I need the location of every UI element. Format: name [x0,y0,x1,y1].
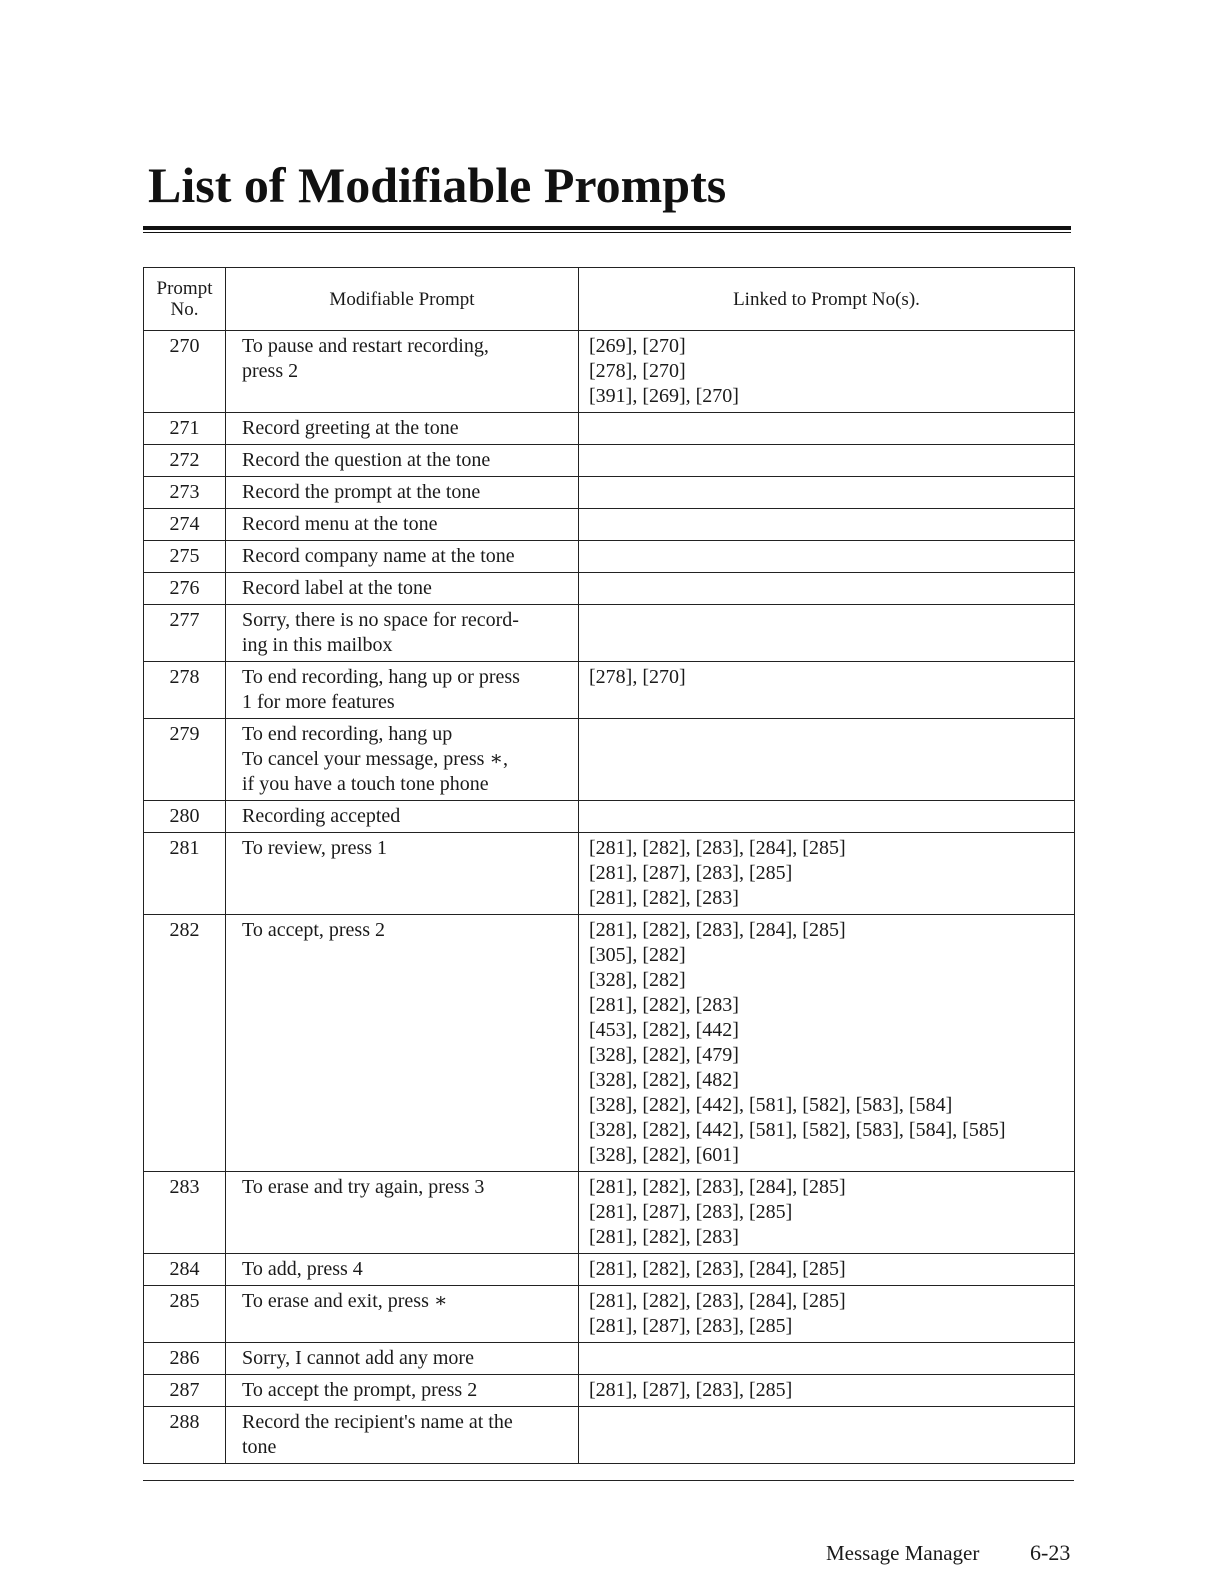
prompt-text-line: To pause and restart recording, [242,335,489,357]
prompt-number: 286 [144,1343,226,1375]
prompt-text-line: Sorry, there is no space for record- [242,609,519,631]
prompt-number: 280 [144,801,226,833]
prompt-text [226,801,579,833]
footer-label: Message Manager [826,1541,980,1565]
table-row [144,1407,1075,1464]
prompt-text [226,833,579,915]
prompt-text [226,445,579,477]
prompt-text [226,1254,579,1286]
prompt-text [226,719,579,801]
linked-prompts-line: [328], [282], [482] [589,1069,739,1091]
prompt-text [226,1343,579,1375]
prompt-text-line: To add, press 4 [242,1258,363,1280]
prompt-number: 275 [144,541,226,573]
prompt-text-line: Recording accepted [242,805,401,827]
header-linked-prompts: Linked to Prompt No(s). [579,268,1075,331]
linked-prompts-line: [281], [282], [283], [284], [285] [589,1290,846,1312]
prompt-text [226,1407,579,1464]
table-row [144,662,1075,719]
linked-prompts [579,719,1075,801]
table-row [144,541,1075,573]
table-row [144,1172,1075,1254]
table-row [144,445,1075,477]
prompt-number: 277 [144,605,226,662]
prompt-number: 278 [144,662,226,719]
prompt-text-line: Record menu at the tone [242,513,438,535]
header-prompt-no-line2: No. [170,299,199,320]
header-prompt-no [144,268,226,331]
prompt-text-line: To erase and exit, press ∗ [242,1290,448,1312]
prompt-text-line: tone [242,1436,277,1458]
linked-prompts-line: [328], [282], [442], [581], [582], [583], [584] [589,1094,953,1116]
linked-prompts-line: [391], [269], [270] [589,385,739,407]
linked-prompts-line: [281], [282], [283] [589,887,739,909]
table-row [144,719,1075,801]
title-rule [143,226,1071,233]
prompt-number: 283 [144,1172,226,1254]
linked-prompts-line: [281], [282], [283], [284], [285] [589,919,846,941]
header-modifiable-prompt: Modifiable Prompt [226,268,579,331]
linked-prompts-line: [281], [282], [283], [284], [285] [589,1176,846,1198]
linked-prompts-line: [281], [287], [283], [285] [589,1379,793,1401]
linked-prompts [579,413,1075,445]
prompt-text [226,915,579,1172]
prompt-text-line: To accept the prompt, press 2 [242,1379,478,1401]
table-row [144,1343,1075,1375]
prompt-text-line: To erase and try again, press 3 [242,1176,485,1198]
linked-prompts [579,541,1075,573]
prompt-text-line: Record the recipient's name at the [242,1411,513,1433]
prompt-text [226,573,579,605]
linked-prompts-line: [281], [282], [283] [589,1226,739,1248]
prompt-text-line: Record the question at the tone [242,449,491,471]
linked-prompts [579,445,1075,477]
linked-prompts-line: [278], [270] [589,360,686,382]
linked-prompts [579,1375,1075,1407]
table-row [144,1254,1075,1286]
prompt-number: 287 [144,1375,226,1407]
linked-prompts [579,477,1075,509]
prompt-text-line: Sorry, I cannot add any more [242,1347,474,1369]
prompt-number: 276 [144,573,226,605]
prompt-text [226,477,579,509]
linked-prompts [579,1286,1075,1343]
linked-prompts [579,662,1075,719]
linked-prompts-line: [305], [282] [589,944,686,966]
prompt-text [226,1375,579,1407]
prompt-text-line: To end recording, hang up or press [242,666,520,688]
table-body [144,331,1075,1464]
table-header-row [144,268,1075,331]
prompt-text-line: To cancel your message, press ∗, [242,748,508,770]
linked-prompts-line: [328], [282], [442], [581], [582], [583], [584], [585] [589,1119,1006,1141]
linked-prompts-line: [328], [282] [589,969,686,991]
linked-prompts [579,801,1075,833]
prompt-number: 284 [144,1254,226,1286]
prompt-text [226,413,579,445]
prompt-text-line: press 2 [242,360,299,382]
prompt-text-line: 1 for more features [242,691,395,713]
table-row [144,477,1075,509]
table-row [144,331,1075,413]
prompt-text-line: ing in this mailbox [242,634,393,656]
prompt-number: 271 [144,413,226,445]
linked-prompts [579,573,1075,605]
prompt-text-line: Record greeting at the tone [242,417,459,439]
linked-prompts [579,1343,1075,1375]
linked-prompts [579,605,1075,662]
prompt-number: 274 [144,509,226,541]
table-row [144,573,1075,605]
linked-prompts [579,509,1075,541]
prompt-text-line: Record label at the tone [242,577,432,599]
linked-prompts [579,1407,1075,1464]
table-row [144,801,1075,833]
prompt-text [226,331,579,413]
prompt-text [226,1286,579,1343]
linked-prompts-line: [281], [282], [283], [284], [285] [589,1258,846,1280]
linked-prompts-line: [281], [282], [283], [284], [285] [589,837,846,859]
table-row [144,509,1075,541]
prompt-number: 281 [144,833,226,915]
prompt-text-line: Record the prompt at the tone [242,481,481,503]
prompt-number: 282 [144,915,226,1172]
prompts-table [143,267,1075,1464]
linked-prompts-line: [453], [282], [442] [589,1019,739,1041]
prompt-number: 270 [144,331,226,413]
prompt-text-line: To accept, press 2 [242,919,385,941]
linked-prompts-line: [269], [270] [589,335,686,357]
prompt-text-line: if you have a touch tone phone [242,773,489,795]
prompt-number: 273 [144,477,226,509]
prompt-number: 279 [144,719,226,801]
linked-prompts-line: [328], [282], [601] [589,1144,739,1166]
prompt-text [226,509,579,541]
linked-prompts [579,915,1075,1172]
header-prompt-no-line1: Prompt [156,278,213,299]
linked-prompts-line: [281], [287], [283], [285] [589,1315,793,1337]
linked-prompts [579,331,1075,413]
prompt-text [226,662,579,719]
linked-prompts-line: [281], [282], [283] [589,994,739,1016]
linked-prompts-line: [278], [270] [589,666,686,688]
prompt-text-line: To end recording, hang up [242,723,453,745]
prompt-text-line: To review, press 1 [242,837,388,859]
table-row [144,1375,1075,1407]
prompt-text [226,541,579,573]
linked-prompts-line: [328], [282], [479] [589,1044,739,1066]
linked-prompts-line: [281], [287], [283], [285] [589,862,793,884]
prompt-number: 272 [144,445,226,477]
linked-prompts [579,833,1075,915]
prompt-text [226,605,579,662]
table-row [144,915,1075,1172]
linked-prompts [579,1254,1075,1286]
prompt-text [226,1172,579,1254]
page-title: List of Modifiable Prompts [148,157,727,213]
linked-prompts-line: [281], [287], [283], [285] [589,1201,793,1223]
prompt-text-line: Record company name at the tone [242,545,515,567]
table-row [144,833,1075,915]
table-row [144,605,1075,662]
prompt-number: 285 [144,1286,226,1343]
linked-prompts [579,1172,1075,1254]
table-row [144,1286,1075,1343]
page-number: 6-23 [1030,1540,1071,1565]
table-row [144,413,1075,445]
bottom-rule [143,1480,1074,1481]
prompt-number: 288 [144,1407,226,1464]
